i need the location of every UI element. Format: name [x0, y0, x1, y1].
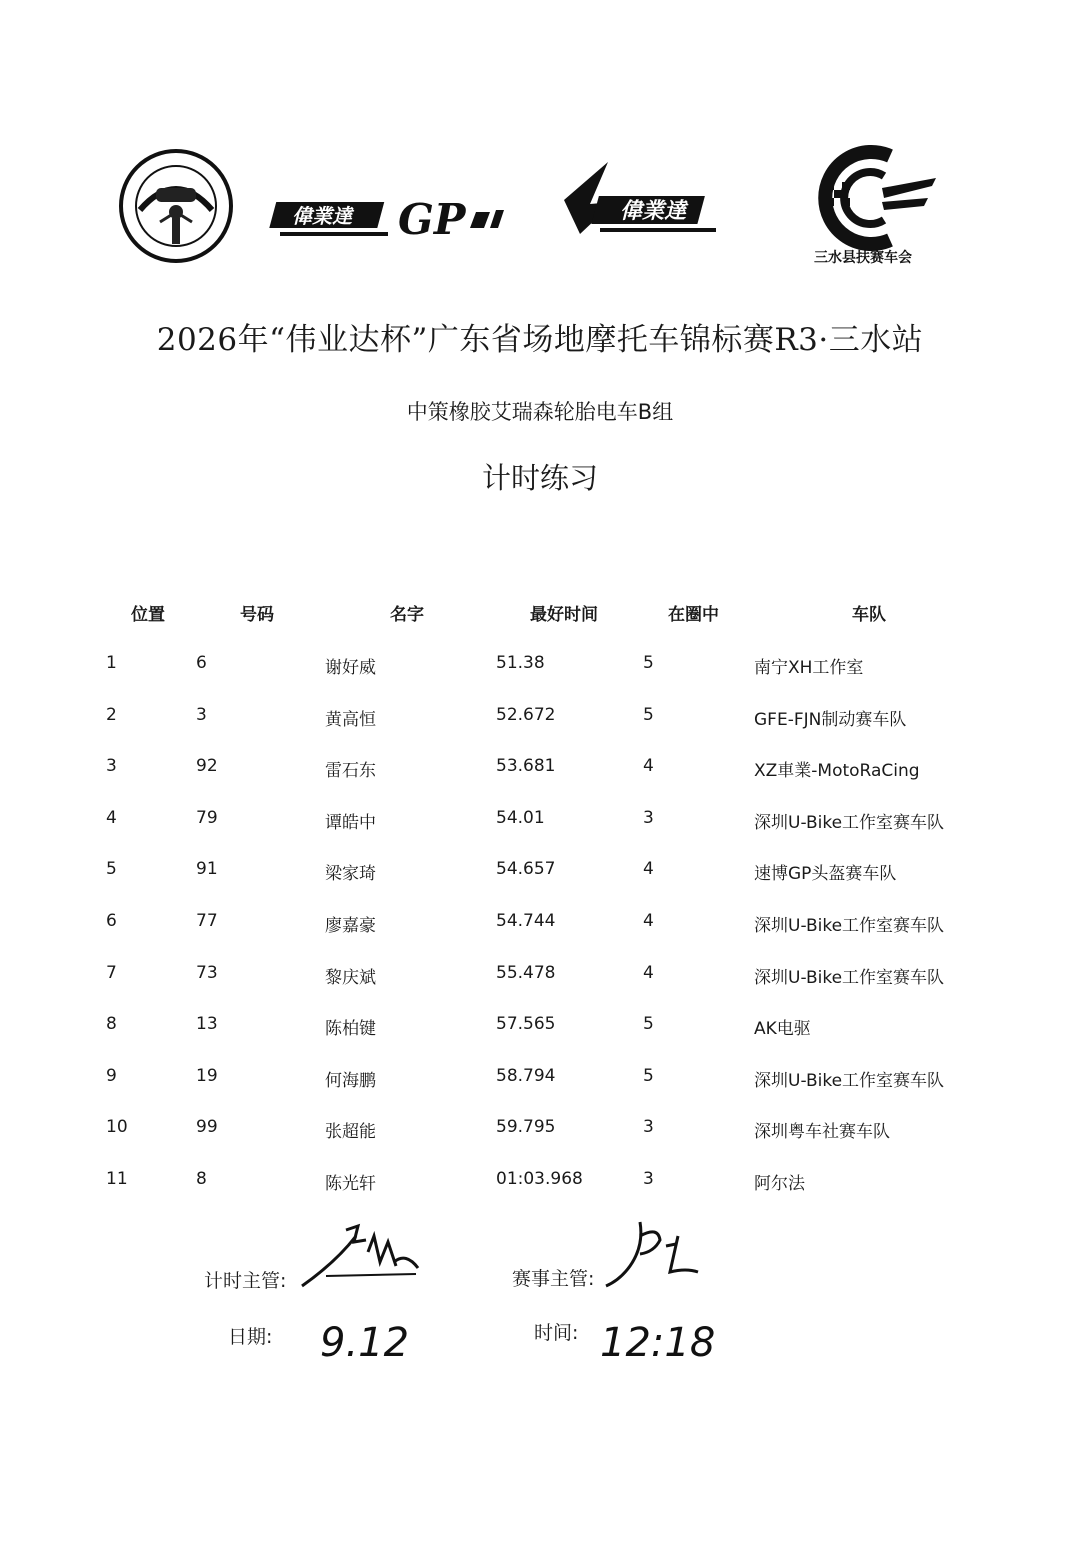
cell-position: 6 [106, 911, 117, 931]
cell-position: 11 [106, 1169, 128, 1189]
wyd-logo [560, 162, 720, 242]
cell-position: 7 [106, 962, 117, 983]
cell-laps: 4 [643, 756, 654, 777]
cell-laps: 5 [643, 1014, 654, 1035]
cell-number: 13 [196, 1014, 218, 1035]
cell-number: 19 [196, 1065, 218, 1086]
cell-position: 2 [106, 704, 117, 725]
class-subtitle: 中策橡胶艾瑞森轮胎电车B组 [406, 400, 674, 424]
cell-position: 10 [106, 1117, 128, 1138]
cell-laps: 3 [643, 1169, 654, 1189]
cell-position: 8 [106, 1014, 117, 1035]
wyd-gp-logo [278, 188, 518, 248]
sanshui-club-logo [812, 148, 942, 268]
cell-laps: 3 [643, 1117, 654, 1138]
cell-team: 深圳U-Bike工作室赛车队 [754, 916, 945, 936]
table-row [0, 1014, 1080, 1044]
cell-laps: 5 [643, 1065, 654, 1086]
cell-position: 3 [106, 756, 117, 777]
cell-number: 79 [196, 807, 218, 828]
table-row [0, 1169, 1080, 1199]
column-header-name: 名字 [390, 605, 424, 625]
cell-number: 8 [196, 1169, 207, 1189]
date-value [318, 1314, 414, 1366]
table-row [0, 653, 1080, 683]
session-name: 计时练习 [481, 461, 598, 495]
cell-rider-name: 廖嘉豪 [325, 916, 376, 936]
cell-team: 深圳粤车社赛车队 [754, 1122, 890, 1143]
table-row [0, 808, 1080, 838]
cell-rider-name: 雷石东 [325, 761, 376, 782]
timing-supervisor-label: 计时主管: [204, 1270, 287, 1292]
svg-text:GP: GP [398, 195, 466, 244]
race-supervisor-label: 赛事主管: [512, 1268, 595, 1290]
cell-best-time: 54.744 [496, 911, 556, 931]
table-row [0, 1066, 1080, 1096]
cell-best-time: 54.657 [496, 859, 556, 880]
cell-team: 速博GP头盔赛车队 [754, 864, 897, 885]
cell-laps: 4 [643, 911, 654, 931]
cell-number: 73 [196, 962, 218, 983]
cell-team: 深圳U-Bike工作室赛车队 [754, 967, 945, 988]
cell-number: 92 [196, 756, 218, 777]
time-value-text: 12:18 [600, 1320, 716, 1366]
column-header-laps: 在圈中 [668, 605, 719, 625]
table-row [0, 1117, 1080, 1147]
cell-laps: 5 [643, 704, 654, 725]
cell-team: 南宁XH工作室 [754, 658, 864, 678]
column-header-position: 位置 [131, 605, 165, 625]
svg-text:偉業達: 偉業達 [292, 204, 352, 228]
cell-rider-name: 黎庆斌 [325, 967, 376, 988]
cell-position: 4 [106, 807, 117, 828]
cell-rider-name: 何海鹏 [325, 1070, 376, 1091]
timing-supervisor-signature [296, 1222, 426, 1292]
column-header-team: 车队 [852, 605, 886, 625]
cell-laps: 3 [643, 807, 654, 828]
table-row [0, 756, 1080, 786]
cell-team: AK电驱 [754, 1019, 811, 1040]
cell-number: 99 [196, 1117, 218, 1138]
cell-laps: 4 [643, 962, 654, 983]
cell-rider-name: 陈光轩 [325, 1174, 376, 1194]
time-label: 时间: [534, 1322, 579, 1344]
cell-team: 深圳U-Bike工作室赛车队 [754, 1070, 945, 1091]
time-value [598, 1312, 716, 1368]
cell-position: 1 [106, 653, 117, 673]
table-header-row [0, 600, 1080, 630]
cell-best-time: 51.38 [496, 653, 545, 673]
cell-best-time: 59.795 [496, 1117, 556, 1138]
svg-text:三水县扶赛车会: 三水县扶赛车会 [814, 250, 912, 266]
cell-number: 6 [196, 653, 207, 673]
cell-team: 阿尔法 [754, 1174, 805, 1194]
column-header-best-time: 最好时间 [530, 605, 598, 625]
table-row [0, 911, 1080, 941]
cell-best-time: 55.478 [496, 962, 556, 983]
column-header-number: 号码 [240, 605, 274, 625]
cell-best-time: 54.01 [496, 807, 545, 828]
logo-strip [0, 148, 1080, 278]
cell-rider-name: 谢好威 [325, 658, 376, 678]
cell-team: XZ車業-MotoRaCing [754, 761, 920, 782]
association-seal-logo [118, 148, 234, 264]
date-value-text: 9.12 [320, 1320, 410, 1366]
cell-best-time: 58.794 [496, 1065, 556, 1086]
table-row [0, 705, 1080, 735]
cell-rider-name: 黄高恒 [325, 709, 376, 730]
cell-number: 77 [196, 911, 218, 931]
date-label: 日期: [228, 1326, 273, 1348]
cell-team: 深圳U-Bike工作室赛车队 [754, 812, 945, 833]
cell-laps: 4 [643, 859, 654, 880]
cell-best-time: 52.672 [496, 704, 556, 725]
cell-team: GFE-FJN制动赛车队 [754, 709, 907, 730]
cell-number: 3 [196, 704, 207, 725]
cell-rider-name: 陈柏键 [325, 1019, 376, 1040]
race-supervisor-signature [600, 1216, 710, 1306]
cell-number: 91 [196, 859, 218, 880]
cell-rider-name: 梁家琦 [325, 864, 376, 885]
event-title: 2026年“伟业达杯”广东省场地摩托车锦标赛R3·三水站 [156, 322, 924, 358]
table-row [0, 859, 1080, 889]
cell-best-time: 01:03.968 [496, 1169, 583, 1189]
cell-position: 9 [106, 1065, 117, 1086]
cell-rider-name: 张超能 [325, 1122, 376, 1143]
table-row [0, 963, 1080, 993]
svg-text:偉業達: 偉業達 [620, 199, 687, 224]
cell-best-time: 57.565 [496, 1014, 556, 1035]
cell-best-time: 53.681 [496, 756, 556, 777]
cell-rider-name: 谭皓中 [325, 812, 376, 833]
cell-position: 5 [106, 859, 117, 880]
cell-laps: 5 [643, 653, 654, 673]
